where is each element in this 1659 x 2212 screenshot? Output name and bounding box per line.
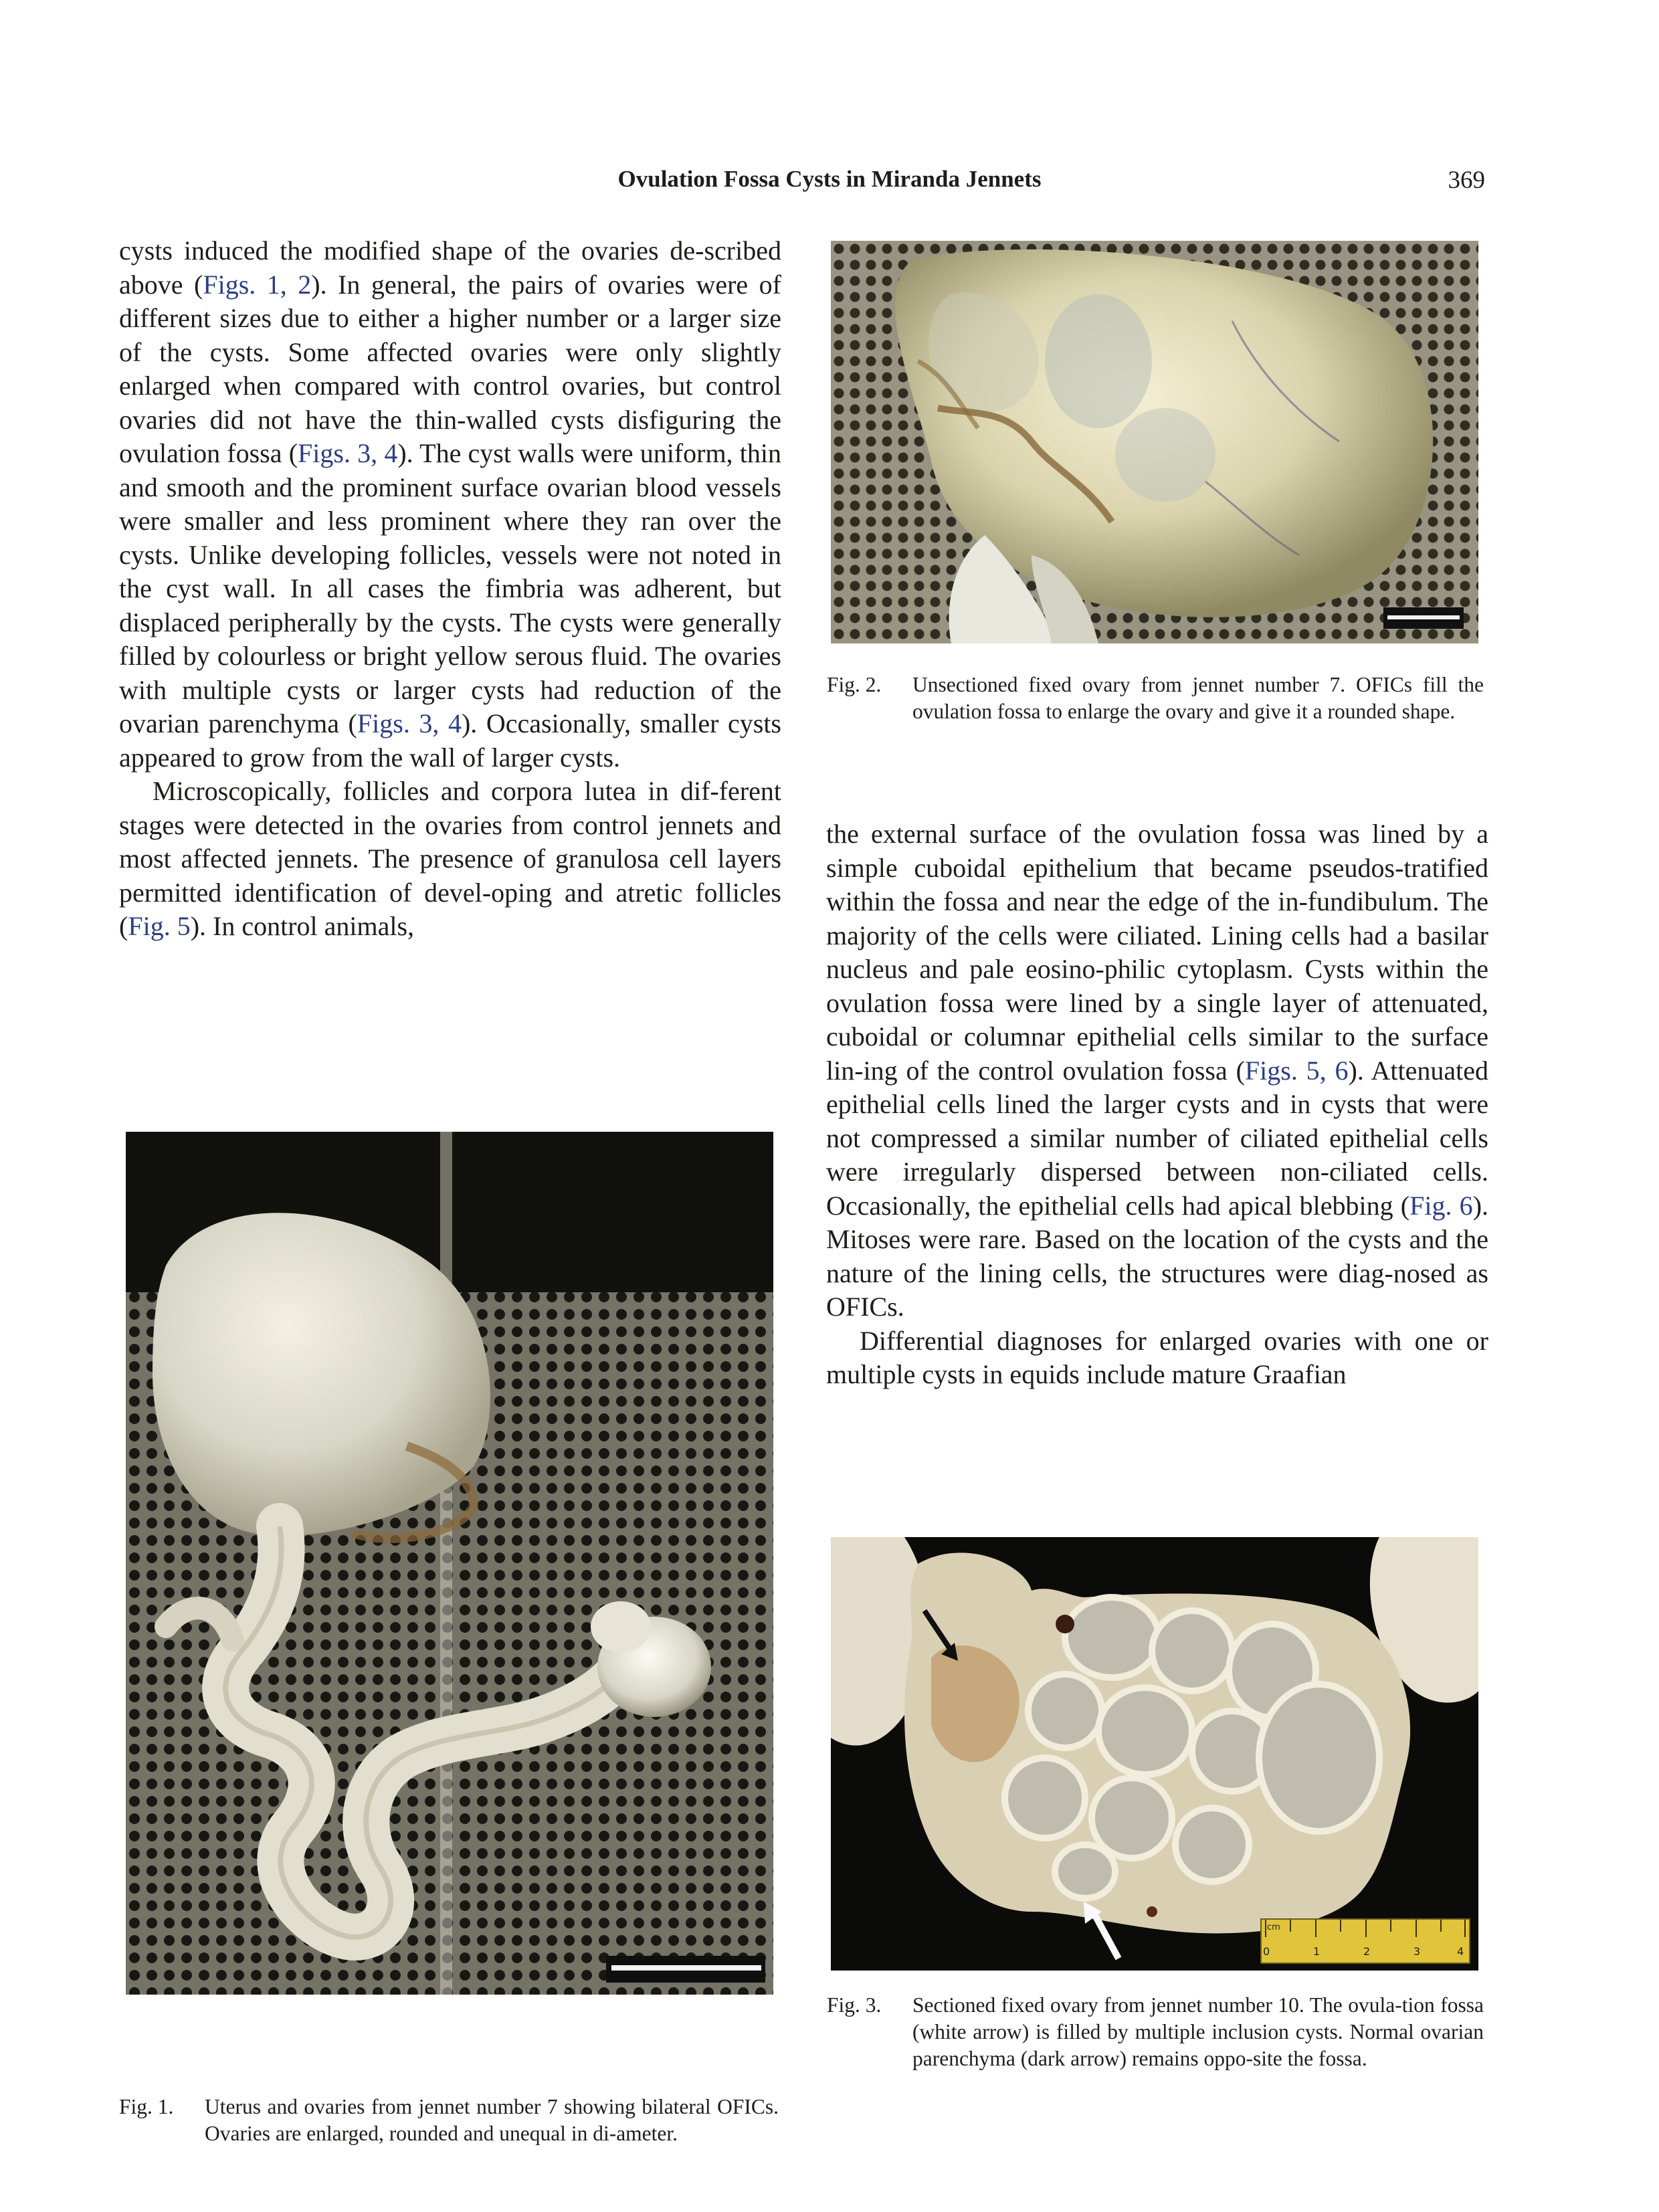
paragraph (119, 775, 781, 944)
figure-reference-link[interactable]: Figs. 3, 4 (298, 438, 398, 468)
figure-reference-link[interactable]: Figs. 3, 4 (357, 708, 462, 738)
ruler-tick-label: 3 (1413, 1945, 1421, 1958)
caption-text: Uterus and ovaries from jennet number 7 showing bilateral OFICs. Ovaries are enlarged, rounded and unequal in di-ameter. (205, 2095, 779, 2145)
left-column-text (119, 234, 781, 944)
paragraph (826, 817, 1488, 1324)
text-run: Differential diagnoses for enlarged ovaries with one or multiple cysts in equids include mature Graafian (826, 1325, 1488, 1389)
ruler-tick-label: 2 (1363, 1945, 1371, 1958)
figure-reference-link[interactable]: Figs. 1, 2 (203, 269, 312, 300)
text-run: Microscopically, follicles and corpora lutea in dif-ferent stages were detected in the ovaries from control jennets and most affected jennets. The presence of granulosa cell layers permitted identification of devel-oping and atretic follicles ( (119, 776, 781, 941)
text-run: the external surface of the ovulation fossa was lined by a simple cuboidal epithelium that became pseudos-tratified within the fossa and near the edge of the in-fundibulum. The majority of the cells were ciliated. Lining cells had a basilar nucleus and pale eosino-philic cytoplasm. Cysts within the ovulation fossa were lined by a single layer of attenuated, cuboidal or columnar epithelial cells similar to the surface lin-ing of the control ovulation fossa ( (826, 819, 1488, 1086)
ruler-tick-label: 0 (1263, 1945, 1270, 1958)
running-header-title: Ovulation Fossa Cysts in Miranda Jennets (617, 166, 1042, 192)
figure-3-caption (827, 1992, 1484, 2072)
figure-reference-link[interactable]: Fig. 6 (1409, 1190, 1473, 1221)
ruler (1260, 1918, 1470, 1964)
paragraph (119, 234, 781, 775)
figure-reference-link[interactable]: Figs. 5, 6 (1244, 1055, 1349, 1086)
figure-label: Fig. 3. (827, 1993, 882, 2017)
text-run: ). In general, the pairs of ovaries were of different sizes due to either a higher number or a larger size of the cysts. Some affected ovaries were only slightly enlarged when compared with control ovaries, but control ovaries did not have the thin-walled cysts disfiguring the ovulation fossa ( (119, 269, 782, 468)
figure-reference-link[interactable]: Fig. 5 (128, 911, 191, 941)
caption-text: Sectioned fixed ovary from jennet number 10. The ovula-tion fossa (white arrow) is filled by multiple inclusion cysts. Normal ovarian parenchyma (dark arrow) remains oppo-site the fossa. (912, 1993, 1484, 2070)
figure-1-caption (119, 2094, 779, 2147)
figure-3-photo (831, 1537, 1478, 1971)
right-column-text (826, 817, 1488, 1392)
ruler-unit: cm (1267, 1922, 1280, 1932)
figure-2-photo (831, 241, 1478, 643)
text-run: cysts induced the modified shape of the ovaries de-scribed above ( (119, 235, 781, 300)
text-run: ). Mitoses were rare. Based on the location of the cysts and the nature of the lining cells, the structures were diag-nosed as OFICs. (826, 1190, 1489, 1322)
text-run: ). The cyst walls were uniform, thin and smooth and the prominent surface ovarian blood vessels were smaller and less prominent where they ran over the cysts. Unlike developing follicles, vessels were not noted in the cyst wall. In all cases the fimbria was adherent, but displaced peripherally by the cysts. The cysts were generally filled by colourless or bright yellow serous fluid. The ovaries with multiple cysts or larger cysts had reduction of the ovarian parenchyma ( (119, 438, 781, 738)
ruler-tick-label: 4 (1457, 1945, 1464, 1958)
figure-2-caption (827, 672, 1484, 725)
caption-text: Unsectioned fixed ovary from jennet number 7. OFICs fill the ovulation fossa to enlarge the ovary and give it a rounded shape. (912, 673, 1484, 723)
text-run: ). Attenuated epithelial cells lined the larger cysts and in cysts that were not compressed a similar number of ciliated epithelial cells were irregularly dispersed between non-ciliated cells. Occasionally, the epithelial cells had apical blebbing ( (826, 1055, 1488, 1221)
figure-1-photo (126, 1132, 773, 1995)
ruler-tick-label: 1 (1313, 1945, 1321, 1958)
page-number: 369 (1448, 167, 1485, 194)
paragraph (826, 1324, 1488, 1392)
text-run: ). Occasionally, smaller cysts appeared to grow from the wall of larger cysts. (119, 708, 781, 773)
text-run: ). In control animals, (190, 911, 415, 941)
figure-label: Fig. 1. (119, 2095, 174, 2118)
figure-label: Fig. 2. (827, 673, 882, 696)
